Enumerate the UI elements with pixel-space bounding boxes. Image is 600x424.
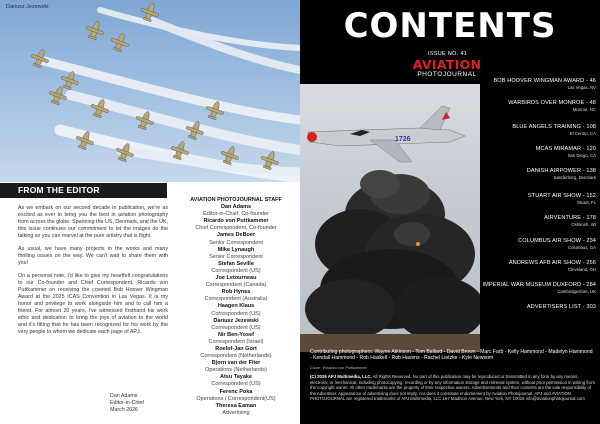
toc-entry-title: AIRVENTURE - 178: [544, 215, 596, 221]
staff-name: Mike Lynaugh: [217, 246, 255, 253]
jet-tail-code: 1726: [395, 136, 411, 143]
copyright: [310, 374, 598, 402]
toc-entry-location: Monroe, NC: [572, 107, 596, 112]
staff-name: Stefan Seville: [218, 260, 254, 267]
signature-title: Editor-in-Chief: [110, 400, 144, 406]
issue-number: ISSUE NO. 41: [428, 51, 468, 57]
copyright-lead: (C) 2026 APJ Multimedia, LLC.: [310, 374, 372, 379]
staff-role: Operations (Netherlands): [205, 367, 267, 374]
toc-entry-location: Cambridgeshire, UK: [557, 289, 596, 294]
toc-entry-location: Sønderborg, Denmark: [553, 175, 596, 180]
staff-name: Dan Adams: [220, 204, 252, 211]
right-page: [300, 0, 600, 424]
staff-name: Joe Letourneau: [215, 275, 257, 282]
staff-name: Bjorn van der Flier: [211, 360, 261, 367]
editor-paragraph: As usual, we have many projects in the works and many thrilling issues on the way. We can't wait to share them with you!: [18, 246, 168, 266]
logo-photojournal: PHOTOJOURNAL: [417, 71, 477, 78]
staff-list: [172, 197, 300, 417]
staff-role: Correspondent (Netherlands): [200, 353, 272, 360]
toc-entry-title: ANDREWS AFB AIR SHOW - 256: [508, 260, 596, 266]
staff-name: Roelof-Jan Gort: [215, 345, 257, 352]
toc-entry-location: Stuart, FL: [577, 200, 596, 205]
toc-entry-title: ADVERTISERS LIST - 303: [526, 304, 596, 310]
editor-paragraph: On a personal note, I'd like to give my heartfelt congratulations to our Co-founder and Chief Correspondent, Ricardo von Puttkammer on receiving the coveted Bob Hoover Wingman Award at the 2025 ICAS Convention in Las Vegas. It is my honor and privilege to work alongside him and to call him a friend. For almost 20 years, I've witnessed firsthand his work ethic and dedication to bring the joys of aviation to the world and it's fitting that he has been recognized for his work by the very people to whom we dedicate each page of APJ.: [18, 273, 168, 335]
staff-role: Correspondent (Canada): [205, 282, 267, 289]
editor-signature: [110, 393, 144, 414]
staff-role: Correspondent (US): [211, 310, 261, 317]
staff-name: James DeBoer: [216, 232, 256, 239]
toc-entry-title: COLUMBUS AIR SHOW - 234: [518, 238, 596, 244]
toc-entry-title: STUART AIR SHOW - 152: [527, 193, 596, 199]
staff-role: Operations / Correspondent(US): [196, 395, 276, 402]
jet-and-smoke-illustration: [300, 84, 480, 352]
toc-entry[interactable]: [476, 260, 596, 272]
staff-role: Correspondent (Israel): [208, 338, 264, 345]
formation-aircraft-smoke-illustration: [0, 0, 300, 182]
staff-members: [172, 204, 300, 417]
toc-entry[interactable]: [476, 124, 596, 136]
toc-entry-location: Columbus, GA: [568, 245, 596, 250]
editor-heading: FROM THE EDITOR: [18, 185, 100, 195]
staff-role: Editor-in-Chief, Co-founder: [203, 211, 269, 218]
smoke-cloud: [300, 170, 480, 352]
toc-entry-location: El Centro, CA: [569, 131, 596, 136]
logo-aviation: AVIATION: [412, 57, 482, 72]
staff-role: Advertising: [222, 409, 250, 416]
staff-role: Senior Correspondent: [209, 239, 263, 246]
toc-entry[interactable]: [476, 100, 596, 112]
photo-credit: Dariusz Jezewski: [6, 4, 49, 10]
toc-entry[interactable]: [476, 304, 596, 310]
toc-entry-location: Oshkosh, WI: [571, 222, 596, 227]
signature-name: Dan Adams: [110, 393, 138, 399]
staff-role: Correspondent (Australia): [204, 296, 268, 303]
toc-entry-title: DANISH AIRPOWER - 138: [526, 168, 596, 174]
staff-name: Ricardo von Puttkammer: [203, 218, 269, 225]
staff-name: Dariusz Jezewski: [213, 317, 259, 324]
contents-title: CONTENTS: [343, 6, 557, 46]
signature-date: March 2026: [110, 407, 138, 413]
staff-name: Ferenc Poka: [219, 388, 253, 395]
jet-illustration: [307, 106, 465, 162]
toc-entry[interactable]: [476, 238, 596, 250]
contributors: Contributing photographers: Wayne Atkinson - Tom Ballard - David Brown - Marc Farb - Kelly Hammond - Madelyn Hammond - Kendall Hammond - Rob Haskell - Rob Havens - Rachel Lietzke - Kyle Newsom: [310, 349, 593, 362]
staff-name: Nir Ben-Yosef: [218, 331, 254, 338]
formation-aircraft-photo: [0, 0, 300, 182]
toc-entry[interactable]: [476, 215, 596, 227]
staff-role: Correspondent (US): [211, 324, 261, 331]
toc-entry-location: Cleveland, OH: [568, 267, 596, 272]
toc-entry-title: IMPERIAL WAR MUSEUM DUXFORD - 284: [482, 282, 596, 288]
toc-entry-title: BLUE ANGELS TRAINING - 108: [512, 124, 596, 130]
toc-entry-title: BOB HOOVER WINGMAN AWARD - 46: [493, 78, 596, 84]
toc-entry-location: Las Vegas, NV: [567, 85, 596, 90]
staff-role: Senior Correspondent: [209, 253, 263, 260]
toc-entry-location: San Diego, CA: [567, 153, 596, 158]
cover-credit: Cover: Ricardo von Puttkammer: [310, 365, 367, 370]
copyright-body: All Rights Reserved. No part of this publication may be reproduced or transmitted in any form by any means, electronic or mechanical, including photocopying, recording or by any information storage and retrieval system, without prior permission in writing from the copyright owner. All other trademarks are the property of their respective owners. Advertisements and their contents are the sole responsibility of the Advertiser. Appearance of advertising does not imply, nor does it constitute endorsement by Aviation Photojournal. APJ and AVIATION PHOTOJOURNAL are registered trademarks of APJ Multimedia, LLC 167 Madison Avenue, New York, NY 10016 info@aviationphotojournal.com: [310, 374, 595, 402]
editor-letter: [18, 205, 168, 342]
editor-paragraph: As we embark on our second decade in publication, we're as excited as ever to bring you the best in aviation photography from across the globe. Spanning the US, Denmark, and the UK, this issue continues our commitment to let the images do the talking so you can marvel at the pure artistry that is flight.: [18, 205, 168, 239]
staff-role: Correspondent (US): [211, 267, 261, 274]
staff-name: Atsu Tayake: [220, 374, 252, 381]
toc-entry-title: MCAS MIRAMAR - 120: [535, 146, 596, 152]
toc-entry[interactable]: [476, 282, 596, 294]
toc-entry-title: WARBIRDS OVER MONROE - 48: [508, 100, 596, 106]
toc-entry[interactable]: [476, 146, 596, 158]
toc-entry[interactable]: [476, 78, 596, 90]
staff-name: Rob Hynes: [221, 289, 251, 296]
staff-role: Chief Correspondent, Co-founder: [195, 225, 277, 232]
toc-entry[interactable]: [476, 168, 596, 180]
staff-role: Correspondent (US): [211, 381, 261, 388]
staff-name: Haagen Klaus: [217, 303, 255, 310]
toc-entry[interactable]: [476, 193, 596, 205]
staff-heading: AVIATION PHOTOJOURNAL STAFF: [190, 197, 282, 203]
staff-name: Theresa Eaman: [215, 402, 257, 409]
cover-jet-photo: [300, 84, 480, 352]
